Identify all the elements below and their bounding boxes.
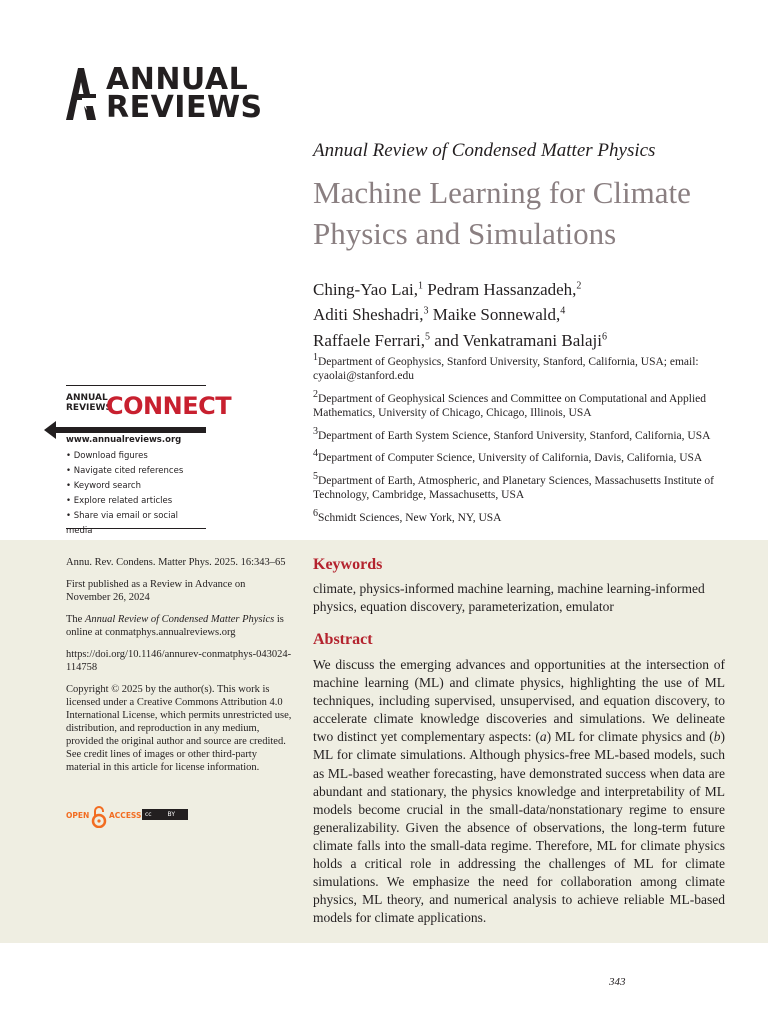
affiliation: $^2$Department of Geophysical Sciences and Committee on Computational and Applied Mathematics, University of Chicago, Chicago, Illinois, USA bbox=[313, 388, 707, 419]
abstract-text: We discuss the emerging advances and opportunities at the intersection of machine learning (ML) and climate physics, highlighting the use of ML techniques, including supervised, unsupervised, and equation discovery, to accelerate climate knowledge discoveries and simulations. We delineate two distinct yet complementary aspects: (a) ML for climate physics and (b) ML for climate simulations. Although physics-free ML-based models, such as ML-based weather forecasting, have demonstrated success when data are abundant and stationary, the physics knowledge and interpretability of ML models become crucial in the small-data/nonstationary regime to ensure generalizability. Given the absence of observations, the long-term future climate falls into the small-data regime. Therefore, ML for climate physics holds a critical role in addressing the challenges of ML for climate simulations. We emphasize the need for collaboration among climate physics, ML theory, and numerical analysis to achieve reliable ML-based models for climate applications. bbox=[313, 657, 725, 926]
open-access-badge bbox=[66, 806, 196, 830]
list-item: • Explore related articles bbox=[66, 494, 206, 509]
connect-small-annual: ANNUAL bbox=[66, 393, 108, 403]
affiliation: $^3$Department of Earth System Science, Stanford University, Stanford, California, USA bbox=[313, 425, 711, 442]
affiliation: $^1$Department of Geophysics, Stanford University, Stanford, California, USA; email: cyaolai@stanford.edu bbox=[313, 352, 699, 382]
open-access-access: ACCESS bbox=[109, 811, 142, 820]
connect-title: CONNECT bbox=[106, 392, 232, 420]
keywords-heading: Keywords bbox=[313, 556, 383, 573]
divider bbox=[66, 528, 206, 529]
abstract-heading: Abstract bbox=[313, 631, 373, 648]
logo-line-annual: ANNUAL bbox=[106, 62, 249, 97]
author: Ching-Yao Lai,$^1$ bbox=[313, 279, 423, 299]
ar-monogram-icon bbox=[66, 68, 96, 120]
affiliation: $^5$Department of Earth, Atmospheric, and Planetary Sciences, Massachusetts Institute of Technology, Cambridge, Massachusetts, USA bbox=[313, 471, 715, 502]
list-item: • Navigate cited references bbox=[66, 464, 206, 479]
article-title: Machine Learning for Climate Physics and Simulations bbox=[313, 175, 691, 251]
copyright: Copyright © 2025 by the author(s). This work is licensed under a Creative Commons Attribution 4.0 International License, which permits unrestricted use, distribution, and reproduction in any medium, provided the original author and source are credited. See credit lines of images or other third-party material in this article for license information. bbox=[66, 684, 292, 773]
divider bbox=[66, 385, 206, 386]
citation: Annu. Rev. Condens. Matter Phys. 2025. 16:343–65 bbox=[66, 557, 286, 568]
author: Maike Sonnewald,$^4$ bbox=[432, 305, 566, 325]
author: Pedram Hassanzadeh,$^2$ bbox=[427, 279, 582, 299]
cc-by-license-icon: cc BY bbox=[142, 809, 188, 820]
journal-name: Annual Review of Condensed Matter Physics bbox=[313, 140, 656, 161]
open-access-lock-icon bbox=[91, 806, 107, 828]
open-access-open: OPEN bbox=[66, 811, 90, 820]
author-list bbox=[313, 275, 733, 352]
list-item: • Keyword search bbox=[66, 479, 206, 494]
affiliation-list bbox=[313, 351, 733, 530]
author: Raffaele Ferrari,$^5$ bbox=[313, 330, 431, 350]
affiliation: $^4$Department of Computer Science, University of California, Davis, California, USA bbox=[313, 448, 703, 465]
connect-url[interactable]: www.annualreviews.org bbox=[66, 435, 182, 445]
list-item: • Download figures bbox=[66, 449, 206, 464]
annual-reviews-connect-box bbox=[66, 385, 232, 536]
logo-line-reviews: REVIEWS bbox=[106, 90, 263, 125]
first-published: First published as a Review in Advance on November 26, 2024 bbox=[66, 579, 246, 603]
online-note: The Annual Review of Condensed Matter Physics is online at conmatphys.annualreviews.org bbox=[66, 614, 284, 638]
annual-reviews-logo bbox=[66, 62, 266, 126]
keywords-text: climate, physics-informed machine learning, machine learning-informed physics, equation discovery, parameterization, emulator bbox=[313, 581, 705, 614]
page-number: 343 bbox=[609, 976, 626, 988]
connect-feature-list bbox=[66, 449, 206, 539]
article-metadata bbox=[66, 556, 292, 783]
affiliation: $^6$Schmidt Sciences, New York, NY, USA bbox=[313, 508, 502, 524]
author: Aditi Sheshadri,$^3$ bbox=[313, 305, 429, 325]
doi-link[interactable]: https://doi.org/10.1146/annurev-conmatphys-043024-114758 bbox=[66, 649, 292, 673]
connect-small-reviews: REVIEWS bbox=[66, 403, 112, 413]
author: and Venkatramani Balaji$^6$ bbox=[434, 330, 608, 350]
list-item: • Share via email or social media bbox=[66, 509, 206, 539]
